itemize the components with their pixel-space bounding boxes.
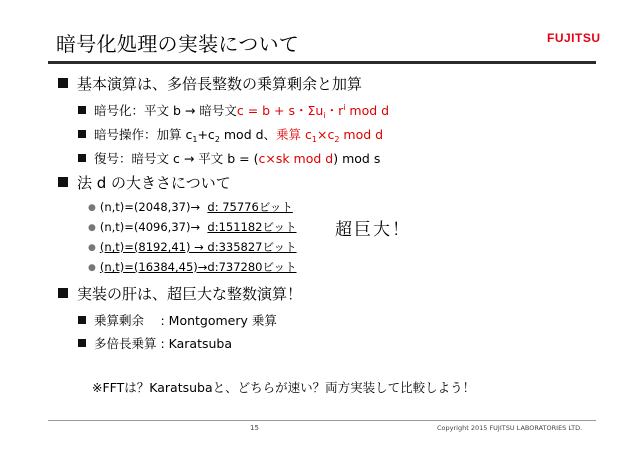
sub-bullet-text: 多倍長乗算 : Karatsuba: [94, 336, 233, 351]
param-text: (n,t)=(4096,37)→: [99, 220, 201, 234]
param-text: (n,t)=(16384,45)→d:737280ビット: [99, 260, 297, 274]
formula: mod d、: [219, 127, 277, 142]
param-text: (n,t)=(8192,41) → d:335827ビット: [99, 240, 297, 254]
bullet-text: 基本演算は、多倍長整数の乗算剰余と加算: [77, 75, 363, 93]
title-divider: [48, 61, 596, 64]
bullet-basic-ops: [58, 73, 362, 94]
sub-bullet-text: 暗号操作：加算 c: [94, 127, 193, 142]
param-row-8192: [88, 239, 297, 255]
dot-bullet-icon: ●: [88, 203, 96, 213]
formula-red: ・r: [325, 103, 344, 118]
page-number: 15: [250, 424, 259, 432]
square-bullet-icon: [78, 339, 86, 347]
subscript: 1: [311, 135, 317, 144]
square-bullet-icon: [78, 106, 86, 114]
sub-bullet-karatsuba: [78, 334, 232, 352]
formula: +c: [197, 127, 215, 142]
param-row-16384: [88, 259, 297, 275]
square-bullet-icon: [58, 177, 68, 187]
bit-length: d:151182ビット: [207, 220, 297, 234]
square-bullet-icon: [78, 316, 86, 324]
formula-red: mod d: [339, 127, 384, 142]
sub-bullet-decrypt: [78, 149, 380, 167]
fujitsu-logo: FUJITSU: [547, 31, 601, 45]
subscript: 2: [334, 135, 340, 144]
huge-callout: 超巨大！: [335, 220, 411, 240]
subscript: 1: [192, 135, 198, 144]
sub-bullet-encrypt: [78, 101, 389, 120]
formula-red: mod d: [345, 103, 390, 118]
square-bullet-icon: [58, 288, 68, 298]
comparison-note: ※FFTは？Karatsubaと、どちらが速い？両方実装して比較しよう！: [92, 380, 476, 395]
param-text: (n,t)=(2048,37)→: [99, 200, 201, 214]
sub-bullet-text: 乗算剰余 : Montgomery 乗算: [94, 313, 277, 328]
bullet-text: 実装の肝は、超巨大な整数演算！: [77, 285, 303, 303]
square-bullet-icon: [78, 130, 86, 138]
sub-bullet-text: 復号：暗号文 c → 平文 b = (: [94, 151, 259, 166]
formula-red: ×c: [317, 127, 335, 142]
param-row-2048: [88, 199, 293, 215]
square-bullet-icon: [58, 78, 68, 88]
formula-red: 乗算 c: [276, 127, 312, 142]
formula: ) mod s: [333, 151, 381, 166]
dot-bullet-icon: ●: [88, 243, 96, 253]
param-row-4096: [88, 219, 297, 235]
subscript: 2: [214, 135, 220, 144]
square-bullet-icon: [78, 154, 86, 162]
formula-red: c×sk mod d: [258, 151, 334, 166]
sub-bullet-montgomery: [78, 311, 277, 329]
sub-bullet-operations: [78, 125, 383, 144]
bit-length: d: 75776ビット: [207, 200, 293, 214]
bullet-modulus-size: [58, 172, 231, 193]
slide-title: 暗号化処理の実装について: [56, 32, 300, 56]
dot-bullet-icon: ●: [88, 263, 96, 273]
copyright: Copyright 2015 FUJITSU LABORATORIES LTD.: [437, 424, 583, 432]
dot-bullet-icon: ●: [88, 223, 96, 233]
superscript: i: [343, 103, 346, 112]
bullet-implementation-key: [58, 283, 302, 304]
subscript: i: [323, 111, 326, 120]
formula-red: c = b + s・Σu: [236, 103, 324, 118]
bullet-text: 法 d の大きさについて: [77, 174, 231, 192]
sub-bullet-text: 暗号化：平文 b → 暗号文: [94, 103, 237, 118]
footer-divider: [48, 420, 596, 421]
